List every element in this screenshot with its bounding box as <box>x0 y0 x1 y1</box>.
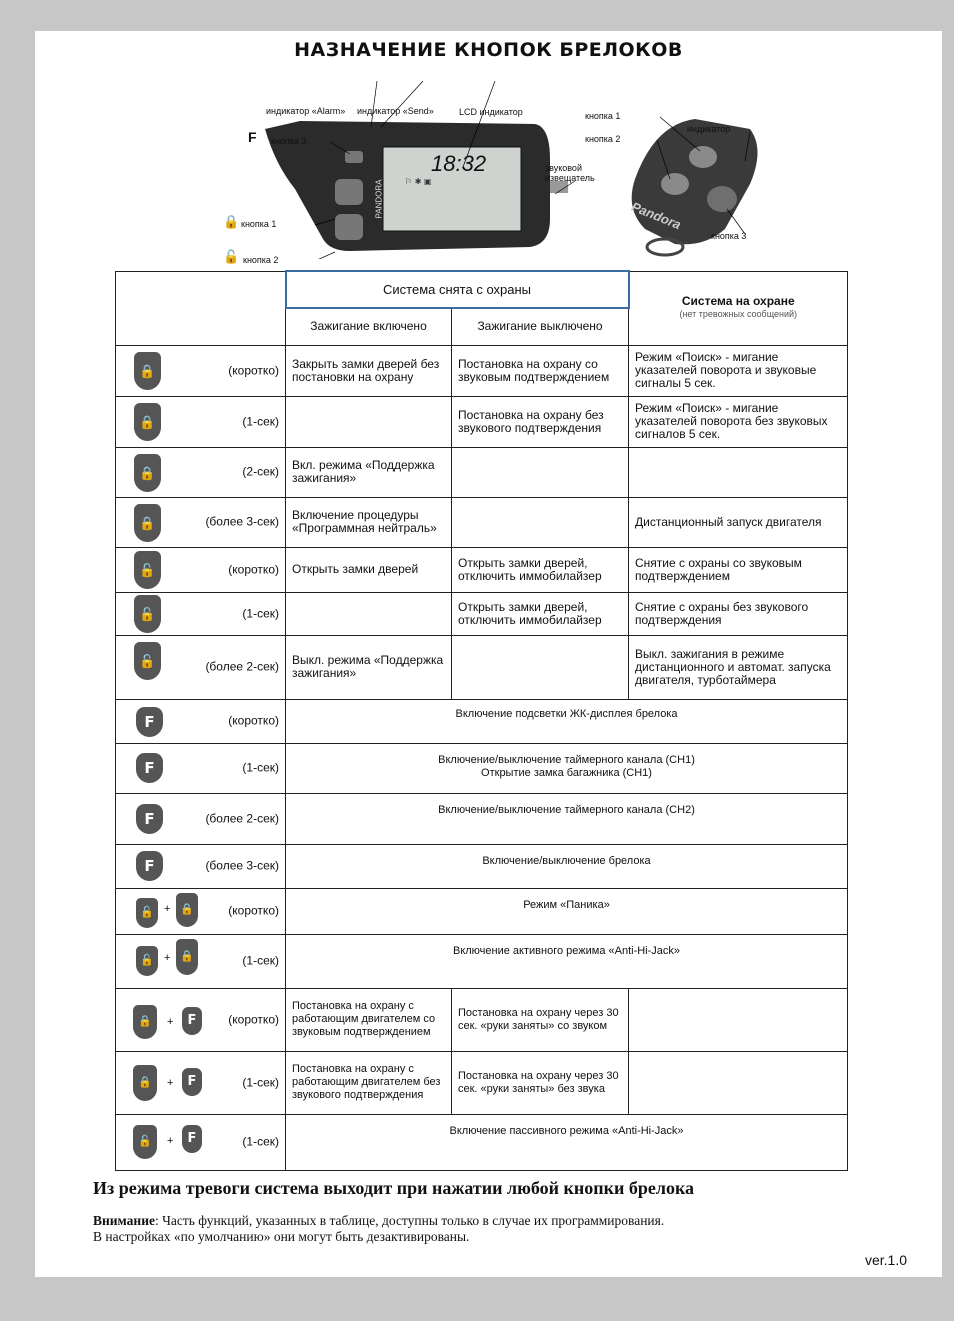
cell-ign-on: Закрыть замки дверей без постановки на охрану <box>286 345 452 396</box>
cell-span: Режим «Паника» <box>286 888 848 934</box>
duration: (коротко) <box>228 713 279 728</box>
lcd-icons: ⚐ ✱ ▣ <box>405 177 432 186</box>
cell-ign-off: Постановка на охрану без звукового подтверждения <box>452 396 629 447</box>
attention-text2: В настройках «по умолчанию» они могут быть дезактивированы. <box>93 1229 470 1244</box>
cell-ign-on: Постановка на охрану с работающим двигателем со звуковым подтверждением <box>286 988 452 1051</box>
duration: (коротко) <box>228 1012 279 1026</box>
duration: (коротко) <box>228 363 279 377</box>
duration: (1-сек) <box>242 953 279 968</box>
table-row <box>116 635 848 699</box>
f-button-icon: F <box>136 804 163 834</box>
lock-button-icon: 🔒 <box>176 939 198 975</box>
cell-span: Включение активного режима «Anti-Hi-Jack» <box>286 934 848 988</box>
key-cell <box>116 988 286 1051</box>
label-sound2: извещатель <box>545 173 595 183</box>
table-row <box>116 844 848 888</box>
unlock-button-icon: 🔓 <box>136 898 158 928</box>
label-indicator-right: индикатор <box>687 124 731 134</box>
cell-span: Включение пассивного режима «Anti-Hi-Jack» <box>286 1114 848 1170</box>
lock-button-icon: 🔒 <box>134 352 161 390</box>
cell-span <box>286 743 848 793</box>
cell-armed: Выкл. зажигания в режиме дистанционного и автомат. запуска двигателя, турботаймера <box>629 635 848 699</box>
lock-icon: 🔒 <box>223 214 240 229</box>
label-knopka3-right: кнопка 3 <box>711 231 747 241</box>
cell-span: Включение/выключение брелока <box>286 844 848 888</box>
cell-span: Включение/выключение таймерного канала (CH2) <box>286 793 848 844</box>
cell-ign-off: Постановка на охрану со звуковым подтверждением <box>452 345 629 396</box>
duration: (1-сек) <box>242 606 279 620</box>
brand-logo: PANDORA <box>374 179 384 219</box>
cell-span-line1: Включение/выключение таймерного канала (CH1) <box>438 753 695 766</box>
key-cell <box>116 547 286 592</box>
duration: (более 3-сек) <box>205 858 279 873</box>
label-knopka1-right: кнопка 1 <box>585 111 621 121</box>
duration: (коротко) <box>228 562 279 576</box>
plus-sign: + <box>167 1076 174 1089</box>
f-button-icon: F <box>136 753 163 783</box>
duration: (коротко) <box>228 903 279 918</box>
table-row <box>116 793 848 844</box>
f-button-icon: F <box>182 1007 202 1035</box>
cell-armed: Снятие с охраны без звукового подтверждения <box>629 592 848 635</box>
table-row <box>116 1114 848 1170</box>
table-row <box>116 497 848 547</box>
unlock-button-icon: 🔓 <box>134 551 161 589</box>
cell-span-line2: Открытие замка багажника (CH1) <box>481 766 652 779</box>
key-cell <box>116 635 286 699</box>
key-cell <box>116 699 286 743</box>
duration: (более 3-сек) <box>205 514 279 529</box>
unlock-button-icon: 🔓 <box>134 642 161 680</box>
duration: (1-сек) <box>242 414 279 428</box>
head-disarmed: Система снята с охраны <box>286 271 629 308</box>
attention-label: Внимание <box>93 1213 155 1228</box>
label-f: F <box>248 129 257 145</box>
cell-ign-off <box>452 497 629 547</box>
label-knopka2-left: кнопка 2 <box>243 255 279 265</box>
key-cell <box>116 844 286 888</box>
attention-note <box>93 1213 664 1245</box>
head-armed: Система на охране <box>681 294 795 308</box>
cell-armed: Режим «Поиск» - мигание указателей поворота и звуковые сигналы 5 сек. <box>629 345 848 396</box>
brand-logo-small: Pandora <box>629 198 684 233</box>
cell-ign-off: Открыть замки дверей, отключить иммобилайзер <box>452 592 629 635</box>
lock-button-icon: 🔒 <box>134 454 161 492</box>
lock-button-icon: 🔒 <box>133 1065 157 1101</box>
key-cell <box>116 447 286 497</box>
cell-span: Включение подсветки ЖК-дисплея брелока <box>286 699 848 743</box>
f-button-icon: F <box>182 1068 202 1096</box>
cell-ign-on <box>286 592 452 635</box>
button-functions-table <box>115 270 848 1171</box>
f-button-icon: F <box>136 707 163 737</box>
f-button-icon: F <box>182 1125 202 1153</box>
duration: (1-сек) <box>242 1134 279 1149</box>
cell-armed <box>629 988 848 1051</box>
label-send: индикатор «Send» <box>357 106 434 116</box>
label-knopka1-left: кнопка 1 <box>241 219 277 229</box>
table-row <box>116 743 848 793</box>
key-cell <box>116 743 286 793</box>
head-ign-off: Зажигание выключено <box>452 308 629 345</box>
cell-ign-on: Выкл. режима «Поддержка зажигания» <box>286 635 452 699</box>
cell-armed: Дистанционный запуск двигателя <box>629 497 848 547</box>
cell-ign-off: Постановка на охрану через 30 сек. «руки заняты» со звуком <box>452 988 629 1051</box>
label-lcd: LCD индикатор <box>459 107 523 117</box>
lock-button-icon: 🔒 <box>134 403 161 441</box>
table-row <box>116 699 848 743</box>
head-armed-sub: (нет тревожных сообщений) <box>679 309 798 319</box>
attention-text1: : Часть функций, указанных в таблице, доступны только в случае их программирования. <box>154 1213 665 1228</box>
table-row <box>116 1051 848 1114</box>
cell-ign-on: Включение процедуры «Программная нейтраль» <box>286 497 452 547</box>
alarm-exit-note: Из режима тревоги система выходит при нажатии любой кнопки брелока <box>93 1178 695 1198</box>
unlock-button-icon: 🔓 <box>133 1125 157 1159</box>
cell-armed <box>629 1051 848 1114</box>
key-cell <box>116 934 286 988</box>
f-button-icon: F <box>136 851 163 881</box>
label-alarm: индикатор «Alarm» <box>266 106 346 116</box>
table-row <box>116 988 848 1051</box>
unlock-icon: 🔓 <box>223 249 240 264</box>
page-title: НАЗНАЧЕНИЕ КНОПОК БРЕЛОКОВ <box>294 39 683 61</box>
table-row <box>116 547 848 592</box>
key-cell <box>116 888 286 934</box>
cell-ign-on: Вкл. режима «Поддержка зажигания» <box>286 447 452 497</box>
table-row <box>116 345 848 396</box>
unlock-button-icon: 🔓 <box>134 595 161 633</box>
key-cell <box>116 592 286 635</box>
duration: (1-сек) <box>242 760 279 775</box>
cell-armed: Режим «Поиск» - мигание указателей поворота без звуковых сигналов 5 сек. <box>629 396 848 447</box>
label-knopka3-left: кнопка 3 <box>271 136 307 146</box>
key-cell <box>116 1114 286 1170</box>
table-row <box>116 447 848 497</box>
key-cell <box>116 396 286 447</box>
key-cell <box>116 345 286 396</box>
keyfob-diagram <box>205 69 765 265</box>
table-row <box>116 888 848 934</box>
lock-button-icon: 🔒 <box>134 504 161 542</box>
head-armed-cell <box>629 271 848 345</box>
lock-button-icon: 🔒 <box>133 1005 157 1039</box>
unlock-button-icon: 🔓 <box>136 946 158 976</box>
corner-cell <box>116 271 286 345</box>
lcd-time: 18:32 <box>431 151 487 176</box>
duration: (более 2-сек) <box>205 811 279 825</box>
duration: (1-сек) <box>242 1075 279 1089</box>
cell-ign-on: Открыть замки дверей <box>286 547 452 592</box>
key-cell <box>116 1051 286 1114</box>
label-knopka2-right: кнопка 2 <box>585 134 621 144</box>
duration: (более 2-сек) <box>205 659 279 674</box>
plus-sign: + <box>164 902 171 915</box>
plus-sign: + <box>167 1015 174 1028</box>
cell-ign-off: Открыть замки дверей, отключить иммобилайзер <box>452 547 629 592</box>
key-cell <box>116 497 286 547</box>
cell-ign-off: Постановка на охрану через 30 сек. «руки заняты» без звука <box>452 1051 629 1114</box>
plus-sign: + <box>167 1134 174 1147</box>
version-label: ver.1.0 <box>864 1252 907 1268</box>
key-cell <box>116 793 286 844</box>
table-row <box>116 592 848 635</box>
cell-armed: Снятие с охраны со звуковым подтверждением <box>629 547 848 592</box>
duration: (2-сек) <box>242 464 279 479</box>
table-row <box>116 934 848 988</box>
label-sound1: звуковой <box>545 163 582 173</box>
cell-ign-off <box>452 447 629 497</box>
page <box>35 31 942 1277</box>
lock-button-icon: 🔒 <box>176 893 198 927</box>
cell-ign-off <box>452 635 629 699</box>
plus-sign: + <box>164 951 171 964</box>
head-ign-on: Зажигание включено <box>286 308 452 345</box>
cell-ign-on <box>286 396 452 447</box>
cell-armed <box>629 447 848 497</box>
cell-ign-on: Постановка на охрану с работающим двигателем без звукового подтверждения <box>286 1051 452 1114</box>
table-row <box>116 396 848 447</box>
